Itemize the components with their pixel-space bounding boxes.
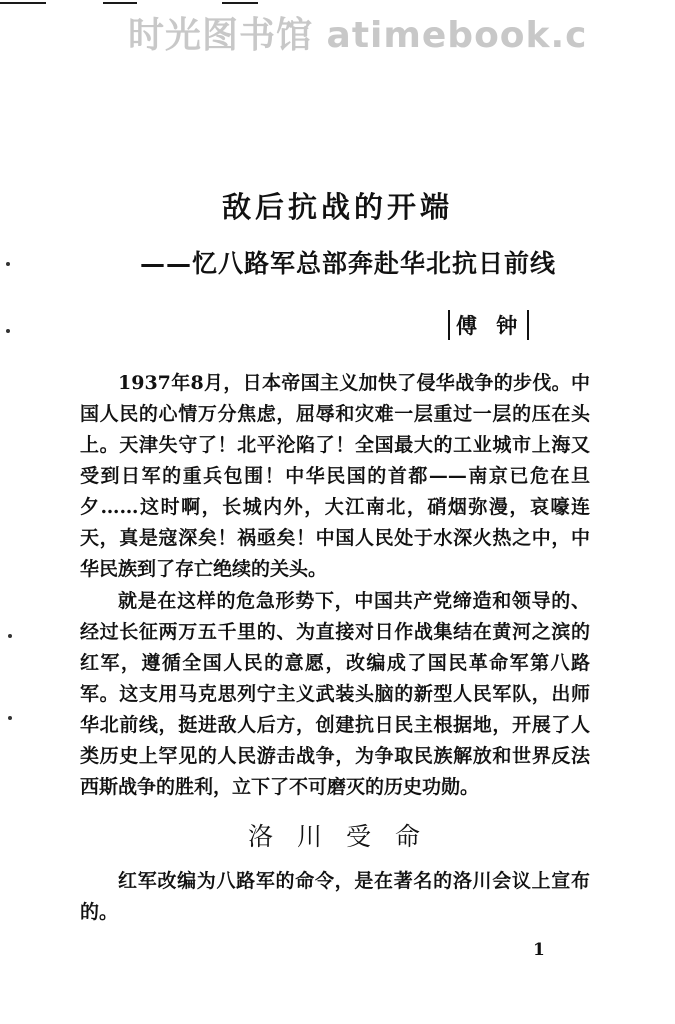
margin-mark xyxy=(6,262,10,266)
top-rule-middle xyxy=(103,2,137,4)
margin-mark xyxy=(8,716,12,720)
margin-mark xyxy=(6,329,10,333)
section-paragraph xyxy=(80,866,590,928)
watermark: 时光图书馆 atimebook.c xyxy=(128,15,588,56)
body-paragraph-2 xyxy=(80,586,590,803)
top-rule-left xyxy=(0,2,46,4)
article-title: 敌后抗战的开端 xyxy=(221,190,453,224)
top-rule-right xyxy=(222,2,258,4)
author-name: 傅 钟 xyxy=(448,310,529,340)
article-subtitle: ——忆八路军总部奔赴华北抗日前线 xyxy=(140,249,557,278)
body-paragraph-1 xyxy=(80,368,590,585)
margin-mark xyxy=(8,634,12,638)
paragraph-text: 红军改编为八路军的命令，是在著名的洛川会议上宣布的。 xyxy=(80,870,590,923)
page-number: 1 xyxy=(533,940,545,960)
paragraph-text: 1937年8月，日本帝国主义加快了侵华战争的步伐。中国人民的心情万分焦虑，屈辱和灾难一层重过一层的压在头上。天津失守了！北平沦陷了！全国最大的工业城市上海又受到日军的重兵包围！中华民国的首都——南京已危在旦夕……这时啊，长城内外，大江南北，硝烟弥漫，哀嚎连天，真是寇深矣！祸亟矣！中国人民处于水深火热之中，中华民族到了存亡绝续的关头。 xyxy=(80,372,590,580)
paragraph-text: 就是在这样的危急形势下，中国共产党缔造和领导的、经过长征两万五千里的、为直接对日作战集结在黄河之滨的红军，遵循全国人民的意愿，改编成了国民革命军第八路军。这支用马克思列宁主义武装头脑的新型人民军队，出师华北前线，挺进敌人后方，创建抗日民主根据地，开展了人类历史上罕见的人民游击战争，为争取民族解放和世界反法西斯战争的胜利，立下了不可磨灭的历史功勋。 xyxy=(80,590,590,798)
section-heading: 洛川受命 xyxy=(248,822,445,851)
